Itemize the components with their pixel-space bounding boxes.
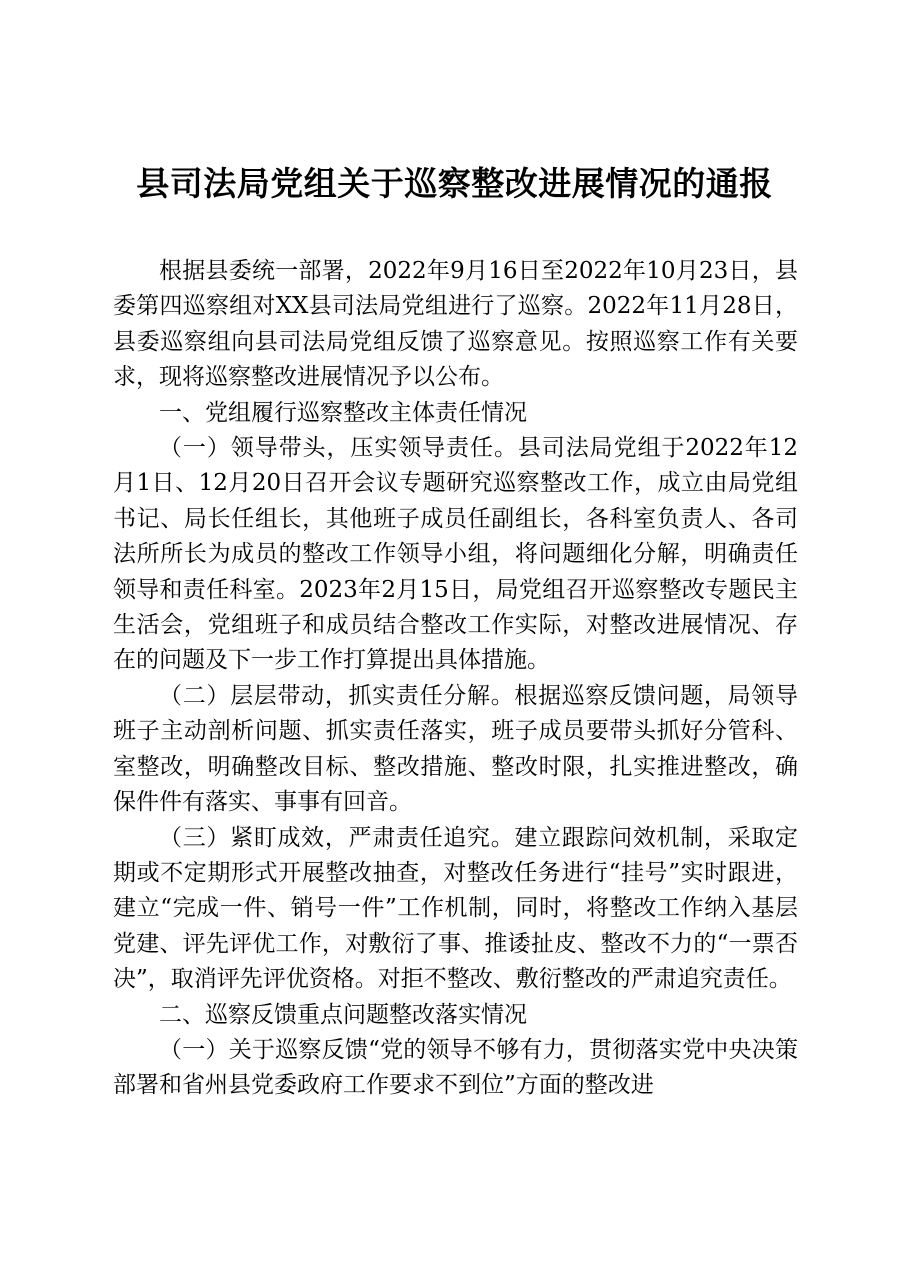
document-body <box>113 254 798 1104</box>
paragraph-2-1: （一）关于巡察反馈“党的领导不够有力，贯彻落实党中央决策部署和省州县党委政府工作要求不到位”方面的整改进 <box>113 1036 798 1099</box>
paragraph-intro: 根据县委统一部署，2022年9月16日至2022年10月23日，县委第四巡察组对XX县司法局党组进行了巡察。2022年11月28日，县委巡察组向县司法局党组反馈了巡察意见。按照巡察工作有关要求，现将巡察整改进展情况予以公布。 <box>113 258 798 391</box>
section-heading-2: 二、巡察反馈重点问题整改落实情况 <box>159 1001 527 1028</box>
paragraph-1-1: （一）领导带头，压实领导责任。县司法局党组于2022年12月1日、12月20日召开会议专题研究巡察整改工作，成立由局党组书记、局长任组长，其他班子成员任副组长，各科室负责人、各司法所所长为成员的整改工作领导小组，将问题细化分解，明确责任领导和责任科室。2023年2月15日，局党组召开巡察整改专题民主生活会，党组班子和成员结合整改工作实际，对整改进展情况、存在的问题及下一步工作打算提出具体措施。 <box>113 435 798 674</box>
section-heading-1: 一、党组履行巡察整改主体责任情况 <box>159 399 527 426</box>
paragraph-1-2: （二）层层带动，抓实责任分解。根据巡察反馈问题，局领导班子主动剖析问题、抓实责任落实，班子成员要带头抓好分管科、室整改，明确整改目标、整改措施、整改时限，扎实推进整改，确保件件有落实、事事有回音。 <box>113 682 798 816</box>
paragraph-1-3: （三）紧盯成效，严肃责任追究。建立跟踪问效机制，采取定期或不定期形式开展整改抽查，对整改任务进行“挂号”实时跟进，建立“完成一件、销号一件”工作机制，同时，将整改工作纳入基层党建、评先评优工作，对敷衍了事、推诿扯皮、整改不力的“一票否决”，取消评先评优资格。对拒不整改、敷衍整改的严肃追究责任。 <box>113 824 798 993</box>
document-title: 县司法局党组关于巡察整改进展情况的通报 <box>136 164 773 203</box>
